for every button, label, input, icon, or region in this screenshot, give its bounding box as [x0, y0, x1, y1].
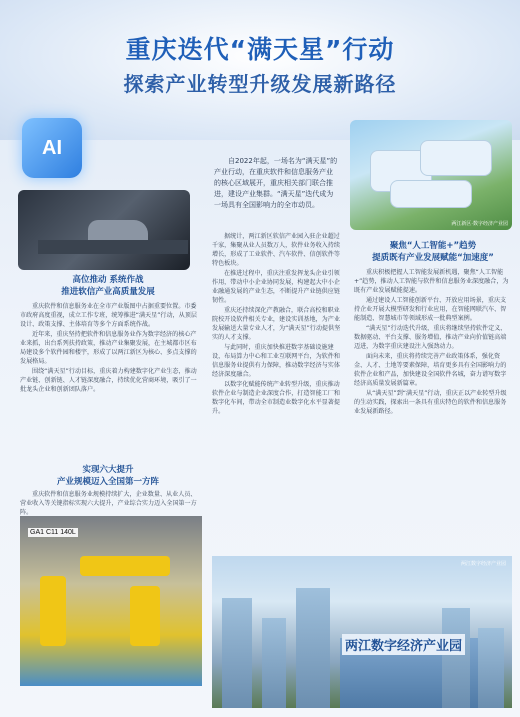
column-left-a: 重庆软件和信息服务业在全市产业版图中占据重要位置。市委市政府高度重视，成立工作专班，统筹推进“满天星”行动，从顶层设计、政策支撑、主体培育等多个方面系统作战。 近年来，重庆坚持把软件和信息服务业作为数字经济的核心产业来抓，出台系列扶持政策，推动产业集聚发展，在主城都市区布局建设多个软件园和楼宇，形成了以两江新区为核心、多点支撑的发展格局。 围绕“满天星”行动目标，重庆着力构建数字化产业生态，推动产业链、创新链、人才链深度融合，持续优化营商环境，吸引了一批龙头企业和创新团队落户。: [20, 303, 197, 393]
section-heading-2: 实现六大提升 产业规模迈入全国第一方阵: [56, 465, 159, 487]
campus-caption: 两江新区·数字经济产业园: [451, 221, 508, 227]
autonomous-car-photo: [18, 190, 190, 270]
city-caption: 两江数字经济产业园: [460, 561, 506, 567]
city-skyline-photo: [212, 556, 512, 708]
page-title: 重庆迭代“满天星”行动: [125, 35, 395, 64]
factory-robot-photo: [20, 516, 202, 686]
column-middle: 据统计，两江新区软信产业园入驻企业超过千家，集聚从业人员数万人，软件业务收入持续增长，形成了工业软件、汽车软件、信创软件等特色板块。 在推进过程中，重庆注重发挥龙头企业引领作用，带动中小企业协同发展，构建起大中小企业融通发展的产业生态，不断提升产业链供应链韧性。 重庆还持续深化产教融合，联合高校和职业院校开设软件相关专业，建设实训基地，为产业发展输送大量专业人才，为“满天星”行动提供坚实的人才支撑。 与此同时，重庆加快推进数字基础设施建设，布局算力中心和工业互联网平台，为软件和信息服务业提供有力保障，推动数字经济与实体经济深度融合。 以数字化赋能传统产业转型升级，重庆推动软件企业与制造企业深度合作，打造智能工厂和数字化车间，带动全市制造业数字化水平显著提升。: [212, 233, 341, 415]
column-right: 重庆积极把握人工智能发展新机遇，聚焦“人工智能+”趋势，推动人工智能与软件和信息服务业深度融合，为既有产业发展赋能提速。 通过建设人工智能创新平台、开放应用场景，重庆支持企业开展大模型研发和行业应用，在智能网联汽车、智能制造、智慧城市等领域形成一批典型案例。 “满天星”行动迭代升级，重庆将继续坚持软件定义、数据驱动、平台支撑、服务增值，推动产业向价值链高端迈进，为数字重庆建设注入强劲动力。 面向未来，重庆将持续完善产业政策体系，强化资金、人才、土地等要素保障，培育更多具有全国影响力的软件企业和产品，加快建设全国软件名城，奋力谱写数字经济高质量发展新篇章。 从“满天星”到“满天星”行动，重庆正以产业转型升级的生动实践，探索出一条具有重庆特色的软件和信息服务业发展新路径。: [354, 269, 509, 415]
section-heading-1: 高位推动 系统作战 推进软信产业高质量发展: [61, 275, 155, 297]
campus-aerial-photo: [350, 120, 512, 230]
lead-paragraph: 自2022年起，一场名为“满天星”的产业行动，在重庆软件和信息服务产业的核心区域展开，重庆相关部门联合推进，建设产业集群。“满天星”迭代成为一场具有全国影响力的全市动员。: [214, 157, 338, 209]
section-heading-3: 聚焦“人工智能+”趋势 提质既有产业发展赋能“加速度”: [372, 241, 494, 263]
page-subtitle: 探索产业转型升级发展新路径: [123, 72, 397, 96]
column-left-b: 重庆软件和信息服务业规模持续扩大，企业数量、从业人员、营业收入等关键指标实现六大提升，产业综合实力迈入全国第一方阵。: [20, 491, 197, 516]
ai-chip-icon: AI: [22, 118, 82, 178]
factory-label: GA1 C11 140L: [30, 529, 76, 536]
city-sign: 两江数字经济产业园: [342, 634, 465, 655]
